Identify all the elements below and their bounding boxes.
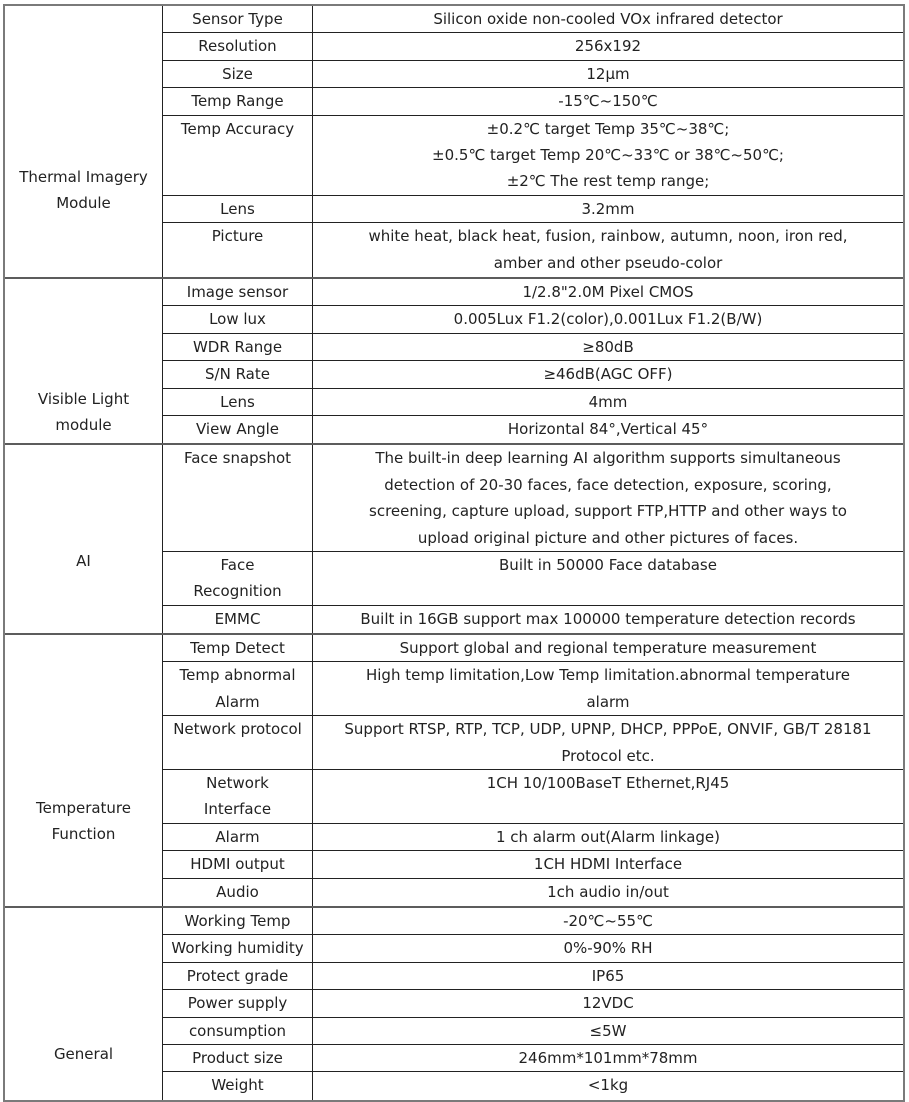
value-text: The built-in deep learning AI algorithm supports simultaneous <box>375 449 841 468</box>
param-label: Lens <box>220 199 255 218</box>
spec-row <box>163 990 903 1017</box>
section-label-line: Visible Light <box>37 389 130 408</box>
param-cell <box>163 851 313 877</box>
param-cell <box>163 416 313 443</box>
param-label: View Angle <box>195 419 280 438</box>
value-text: High temp limitation,Low Temp limitation.abnormal temperature <box>365 666 850 685</box>
value-text: Protocol etc. <box>561 746 655 765</box>
value-text: 1 ch alarm out(Alarm linkage) <box>495 827 721 846</box>
param-label: Working Temp <box>184 912 291 931</box>
param-label: Network protocol <box>173 720 302 739</box>
spec-row <box>163 662 903 716</box>
value-text: 3.2mm <box>581 199 635 218</box>
value-text: -15℃~150℃ <box>558 92 658 111</box>
param-label: Temp abnormal <box>179 666 296 685</box>
value-text: 1/2.8"2.0M Pixel CMOS <box>522 282 694 301</box>
spec-row <box>163 306 903 333</box>
value-cell <box>313 116 903 195</box>
value-cell <box>313 6 903 32</box>
param-cell <box>163 116 313 195</box>
section-label <box>5 386 162 439</box>
param-label: consumption <box>188 1021 287 1040</box>
param-label: Alarm <box>215 827 260 846</box>
value-cell <box>313 445 903 551</box>
section-ai <box>5 445 903 635</box>
value-text: 0%-90% RH <box>563 939 653 958</box>
value-cell <box>313 61 903 87</box>
value-text: ±0.2℃ target Temp 35℃~38℃; <box>486 119 730 138</box>
value-text: 1ch audio in/out <box>547 882 669 901</box>
section-label <box>5 1041 162 1067</box>
value-cell <box>313 963 903 989</box>
param-label: Temp Detect <box>190 639 285 658</box>
spec-row <box>163 1045 903 1072</box>
value-text: detection of 20-30 faces, face detection, exposure, scoring, <box>384 475 832 494</box>
value-text: 0.005Lux F1.2(color),0.001Lux F1.2(B/W) <box>453 310 763 329</box>
spec-row <box>163 416 903 443</box>
value-cell <box>313 935 903 961</box>
value-text: Built in 50000 Face database <box>499 555 717 574</box>
value-text: ≤5W <box>589 1021 627 1040</box>
section-rows <box>163 279 903 443</box>
value-cell <box>313 361 903 387</box>
value-cell <box>313 635 903 661</box>
spec-row <box>163 361 903 388</box>
param-label: Lens <box>220 392 255 411</box>
spec-row <box>163 116 903 196</box>
value-cell <box>313 1018 903 1044</box>
param-label: Face <box>220 555 255 574</box>
param-label: Image sensor <box>186 282 289 301</box>
value-text: Support global and regional temperature measurement <box>399 639 817 658</box>
param-cell <box>163 361 313 387</box>
spec-row <box>163 445 903 552</box>
value-cell <box>313 334 903 360</box>
value-text: Support RTSP, RTP, TCP, UDP, UPNP, DHCP, PPPoE, ONVIF, GB/T 28181 <box>344 720 872 739</box>
param-cell <box>163 389 313 415</box>
value-text: 12μm <box>586 64 630 83</box>
value-text: ±2℃ The rest temp range; <box>506 172 710 191</box>
param-cell <box>163 1072 313 1099</box>
value-cell <box>313 990 903 1016</box>
section-temperature-function <box>5 635 903 908</box>
spec-row <box>163 606 903 633</box>
section-label-cell <box>5 279 163 443</box>
value-text: Built in 16GB support max 100000 temperature detection records <box>360 609 856 628</box>
spec-row <box>163 61 903 88</box>
value-text: -20℃~55℃ <box>563 912 653 931</box>
param-cell <box>163 552 313 605</box>
value-text: 4mm <box>588 392 628 411</box>
param-cell <box>163 1045 313 1071</box>
spec-row <box>163 879 903 906</box>
section-visible-light-module <box>5 279 903 445</box>
spec-row <box>163 908 903 935</box>
value-cell <box>313 851 903 877</box>
section-label-line: Function <box>51 825 116 844</box>
value-cell <box>313 196 903 222</box>
param-cell <box>163 306 313 332</box>
spec-row <box>163 279 903 306</box>
param-cell <box>163 606 313 633</box>
section-rows <box>163 6 903 277</box>
value-text: IP65 <box>591 966 625 985</box>
param-label: Picture <box>211 227 264 246</box>
section-label <box>5 548 162 574</box>
param-cell <box>163 963 313 989</box>
param-cell <box>163 662 313 715</box>
value-cell <box>313 606 903 633</box>
param-label: Protect grade <box>186 966 289 985</box>
param-cell <box>163 635 313 661</box>
param-cell <box>163 445 313 551</box>
section-thermal-imagery-module <box>5 6 903 279</box>
param-cell <box>163 334 313 360</box>
value-text: 1CH HDMI Interface <box>533 855 683 874</box>
spec-row <box>163 716 903 770</box>
section-rows <box>163 445 903 633</box>
value-text: 256x192 <box>574 37 642 56</box>
spec-row <box>163 1018 903 1045</box>
spec-row <box>163 851 903 878</box>
param-label: S/N Rate <box>205 365 270 384</box>
value-text: <1kg <box>587 1076 629 1095</box>
param-label: Sensor Type <box>192 10 283 28</box>
value-text: 246mm*101mm*78mm <box>518 1048 698 1067</box>
value-text: white heat, black heat, fusion, rainbow, autumn, noon, iron red, <box>368 227 848 246</box>
param-label: Recognition <box>193 582 282 601</box>
param-label: HDMI output <box>190 855 285 874</box>
section-label-line: AI <box>76 552 91 571</box>
value-cell <box>313 1072 903 1099</box>
section-label-cell <box>5 6 163 277</box>
section-rows <box>163 635 903 906</box>
param-label: Audio <box>216 882 259 901</box>
spec-row <box>163 770 903 824</box>
value-cell <box>313 662 903 715</box>
value-text: Silicon oxide non-cooled VOx infrared detector <box>433 10 783 28</box>
param-label: Weight <box>211 1076 264 1095</box>
param-cell <box>163 770 313 823</box>
spec-row <box>163 963 903 990</box>
value-cell <box>313 879 903 906</box>
spec-row <box>163 389 903 416</box>
param-label: Resolution <box>198 37 277 56</box>
section-rows <box>163 908 903 1100</box>
value-cell <box>313 908 903 934</box>
param-label: Interface <box>203 800 272 819</box>
param-cell <box>163 990 313 1016</box>
section-label-line: Module <box>56 194 111 213</box>
value-cell <box>313 33 903 59</box>
spec-row <box>163 334 903 361</box>
value-cell <box>313 552 903 605</box>
value-text: upload original picture and other pictures of faces. <box>417 528 799 547</box>
section-general <box>5 908 903 1100</box>
param-cell <box>163 824 313 850</box>
param-cell <box>163 223 313 277</box>
spec-row <box>163 1072 903 1099</box>
param-label: WDR Range <box>192 337 283 356</box>
value-text: Horizontal 84°,Vertical 45° <box>507 419 709 438</box>
spec-row <box>163 223 903 277</box>
param-cell <box>163 879 313 906</box>
value-cell <box>313 1045 903 1071</box>
spec-row <box>163 635 903 662</box>
section-label-cell <box>5 635 163 906</box>
param-cell <box>163 33 313 59</box>
param-cell <box>163 716 313 769</box>
value-cell <box>313 389 903 415</box>
param-cell <box>163 6 313 32</box>
section-label <box>5 164 162 217</box>
param-cell <box>163 935 313 961</box>
param-label: Network <box>206 774 269 793</box>
param-cell <box>163 279 313 305</box>
value-cell <box>313 770 903 823</box>
spec-row <box>163 33 903 60</box>
param-cell <box>163 196 313 222</box>
value-cell <box>313 279 903 305</box>
param-label: Working humidity <box>171 939 304 958</box>
value-cell <box>313 88 903 114</box>
param-label: Power supply <box>187 994 288 1013</box>
param-cell <box>163 61 313 87</box>
section-label <box>5 795 162 848</box>
section-label-line: General <box>53 1045 114 1064</box>
spec-row <box>163 935 903 962</box>
value-text: ≥46dB(AGC OFF) <box>543 365 673 384</box>
param-label: EMMC <box>214 609 261 628</box>
section-label-line: Thermal Imagery <box>19 168 148 186</box>
spec-row <box>163 552 903 606</box>
value-text: amber and other pseudo-color <box>493 253 723 272</box>
spec-row <box>163 196 903 223</box>
param-cell <box>163 908 313 934</box>
value-text: 12VDC <box>582 994 634 1013</box>
param-label: Alarm <box>215 692 260 711</box>
spec-row <box>163 88 903 115</box>
param-label: Low lux <box>209 310 266 329</box>
value-cell <box>313 223 903 277</box>
value-text: screening, capture upload, support FTP,HTTP and other ways to <box>369 502 847 521</box>
param-cell <box>163 88 313 114</box>
param-label: Product size <box>192 1048 283 1067</box>
section-label-line: Temperature <box>35 799 132 818</box>
spec-row <box>163 6 903 33</box>
value-cell <box>313 416 903 443</box>
section-label-line: module <box>55 416 112 435</box>
value-cell <box>313 824 903 850</box>
param-label: Temp Accuracy <box>180 119 295 138</box>
param-label: Face snapshot <box>183 449 292 468</box>
spec-table <box>3 4 905 1102</box>
value-text: 1CH 10/100BaseT Ethernet,RJ45 <box>486 774 730 793</box>
param-label: Temp Range <box>191 92 284 111</box>
spec-row <box>163 824 903 851</box>
value-cell <box>313 716 903 769</box>
value-cell <box>313 306 903 332</box>
section-label-cell <box>5 908 163 1100</box>
section-label-cell <box>5 445 163 633</box>
value-text: ±0.5℃ target Temp 20℃~33℃ or 38℃~50℃; <box>432 145 784 164</box>
value-text: ≥80dB <box>582 337 634 356</box>
value-text: alarm <box>586 692 630 711</box>
param-label: Size <box>222 64 253 83</box>
param-cell <box>163 1018 313 1044</box>
